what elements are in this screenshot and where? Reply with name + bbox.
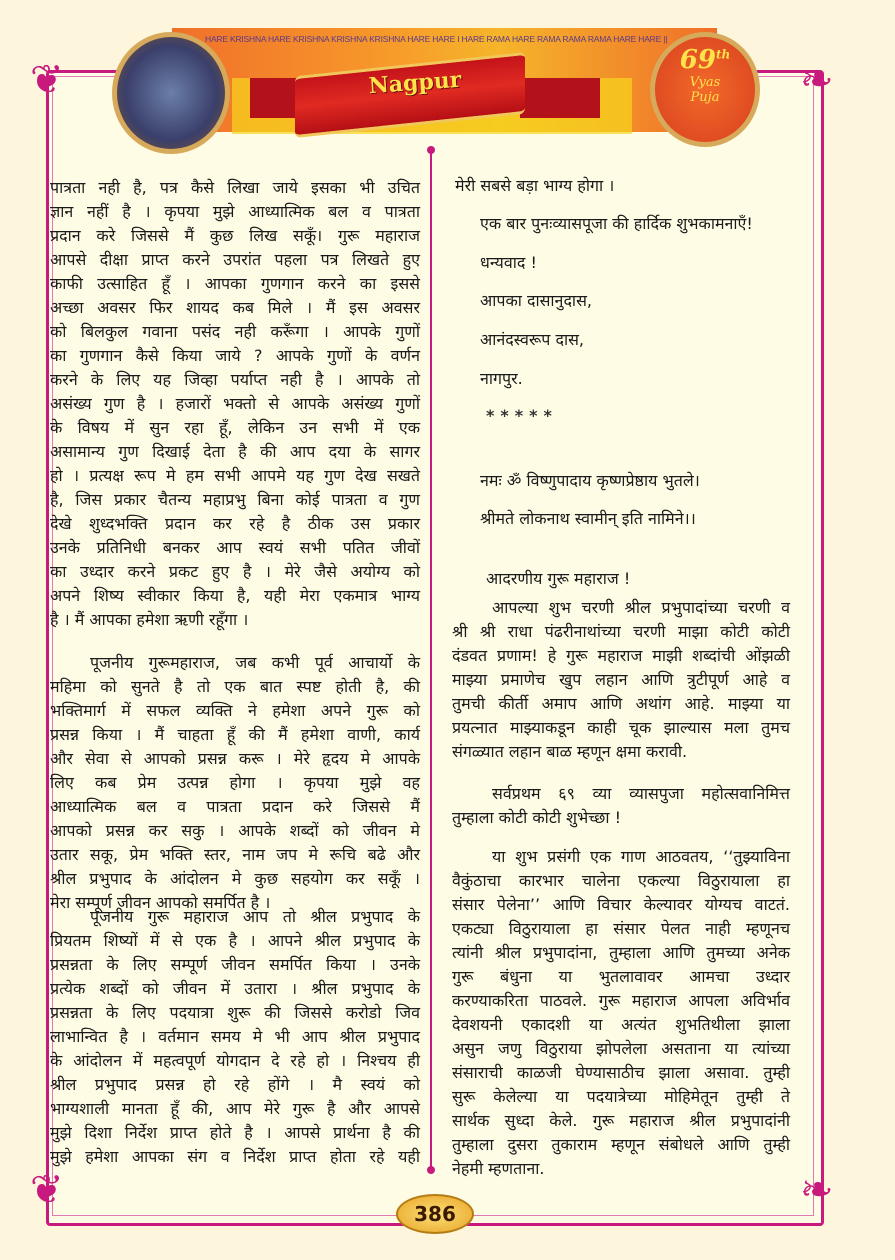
text-line: असंख्य गुण है । हजारों भक्तो से आपके असंख्य गुणों bbox=[50, 394, 420, 413]
vyas-puja-badge bbox=[650, 32, 760, 147]
text-line: हो । प्रत्यक्ष रूप मे हम सभी आपमे यह गुण देख सखते bbox=[50, 466, 420, 485]
text-line: तुम्हाला कोटी कोटी शुभेच्छा ! bbox=[452, 808, 621, 827]
deity-image bbox=[112, 32, 230, 154]
text-line: असुन जणु विठुराया झोपलेला असताना या त्यांच्या bbox=[452, 1039, 790, 1058]
text-line: या शुभ प्रसंगी एक गाण आठवतय, ‘‘तुझ्याविना bbox=[492, 847, 790, 866]
column-divider bbox=[430, 150, 432, 1170]
corner-ornament: ❧ bbox=[800, 57, 834, 103]
mantra-line-2: श्रीमते लोकनाथ स्वामीन् इति नामिने।। bbox=[480, 509, 696, 528]
text-line: लाभान्वित है । वर्तमान समय मे भी आप श्रील प्रभुपाद bbox=[50, 1027, 420, 1046]
badge-suffix: th bbox=[715, 47, 731, 62]
text-line: आपल्या शुभ चरणी श्रील प्रभुपादांच्या चरणी व bbox=[492, 598, 790, 617]
ribbon-tail-right bbox=[520, 78, 600, 118]
text-line: सुरू केलेल्या या पदयात्रेच्या मोहिमेतून तुम्ही ते bbox=[452, 1087, 790, 1106]
text-line: देखे शुध्दभक्ति प्रदान कर रहे है ठीक उस प्रकार bbox=[50, 514, 420, 533]
text-line: प्रसन्नता के लिए पदयात्रा शुरू की जिससे करोडो जिव bbox=[50, 1003, 420, 1022]
text-line: काफी उत्साहित हूँ । आपका गुणगान करने का इससे bbox=[50, 274, 420, 293]
page-number: 386 bbox=[396, 1194, 474, 1234]
header-mantra: HARE KRISHNA HARE KRISHNA KRISHNA KRISHNA HARE HARE I HARE RAMA HARE RAMA RAMA RAMA HARE HARE || bbox=[205, 34, 668, 44]
corner-ornament: ❦ bbox=[30, 1167, 64, 1213]
text-line: महिमा को सुनते है तो एक बात स्पष्ट होती है, की bbox=[50, 677, 420, 696]
text-line: भाग्यशाली मानता हूँ की, आप मेरे गुरू है और आपसे bbox=[50, 1099, 420, 1118]
wishes-line: एक बार पुनःव्यासपूजा की हार्दिक शुभकामनाएँ! bbox=[480, 214, 753, 233]
text-line: तुमची कीर्ती अमाप आणि अथांग आहे. माझ्या या bbox=[452, 694, 790, 713]
text-line: प्रसन्नता के लिए सम्पूर्ण जीवन समर्पित किया । उनके bbox=[50, 955, 420, 974]
mantra-line-1: नमः ॐ विष्णुपादाय कृष्णप्रेष्ठाय भुतले। bbox=[480, 471, 700, 490]
text-line: आध्यात्मिक बल व पात्रता प्रदान करे जिससे मैं bbox=[50, 797, 420, 816]
text-line: करने के लिए यह जिव्हा पर्याप्त नही है । आपके तो bbox=[50, 370, 420, 389]
text-line: अपने शिष्य स्वीकार किया है, यही मेरा एकमात्र भाग्य bbox=[50, 586, 420, 605]
text-line: एकट्या विठुरायाला हा संसार पेलत नाही म्हणूनच bbox=[452, 919, 790, 938]
text-line: प्रियतम शिष्यों में से एक है । आपने श्रील प्रभुपाद के bbox=[50, 931, 420, 950]
salutation: आदरणीय गुरू महाराज ! bbox=[486, 569, 631, 588]
text-line: प्रयत्नात माझ्याकडून काही चूक झाल्यास मला तुमच bbox=[452, 718, 790, 737]
text-line: पूजनीय गुरू महाराज आप तो श्रील प्रभुपाद के bbox=[90, 907, 420, 926]
text-line: मुझे दिशा निर्देश प्राप्त होते है । आपसे प्रार्थना है की bbox=[50, 1123, 420, 1142]
paragraph bbox=[50, 905, 420, 1169]
text-line: सर्वप्रथम ६९ व्या व्यासपुजा महोत्सवानिमित्त bbox=[492, 784, 790, 803]
corner-ornament: ❧ bbox=[800, 1167, 834, 1213]
text-line: श्रील प्रभुपाद के आंदोलन मे कुछ सहयोग कर सकूँ । bbox=[50, 869, 420, 888]
text-line: उनके प्रतिनिधी बनकर आप स्वयं सभी पतित जीवों bbox=[50, 538, 420, 557]
text-line: आपसे दीक्षा प्राप्त करने उपरांत पहला पत्र लिखते हुए bbox=[50, 250, 420, 269]
badge-number-wrap bbox=[655, 45, 755, 75]
text-line: संसार पेलेना’’ आणि विचार केल्यावर योग्यच वाटतं. bbox=[452, 895, 790, 914]
badge-line1: Vyas bbox=[689, 75, 721, 90]
section-separator: ***** bbox=[486, 406, 558, 425]
text-line: माझ्या प्रमाणेच खुप लहान आणि त्रुटीपूर्ण आहे व bbox=[452, 670, 790, 689]
text-line: का उध्दार करने प्रकट हुए है । मेरे जैसे अयोग्य को bbox=[50, 562, 420, 581]
text-line: लिए कब प्रेम उत्पन्न होगा । कृपया मुझे वह bbox=[50, 773, 420, 792]
text-line: को बिलकुल गवाना पसंद नही करूँगा । आपके गुणों bbox=[50, 322, 420, 341]
text-line: संसाराची काळजी घेण्यासाठीच झाला असावा. तुम्ही bbox=[452, 1063, 790, 1082]
text-line: ज्ञान नहीं है । कृपया मुझे आध्यात्मिक बल व पात्रता bbox=[50, 202, 420, 221]
text-line: नेहमी म्हणताना. bbox=[452, 1159, 545, 1178]
text-line: का गुणगान कैसे किया जाये ? आपके गुणों के वर्णन bbox=[50, 346, 420, 365]
text-line: प्रसन्न किया । मैं चाहता हूँ की मैं हमेशा वाणी, कार्य bbox=[50, 725, 420, 744]
text-line: भक्तिमार्ग में सफल व्यक्ति ने हमेशा अपने गुरू को bbox=[50, 701, 420, 720]
paragraph bbox=[50, 651, 420, 915]
paragraph bbox=[452, 596, 790, 764]
text-line: वैकुंठाचा कारभार चालेना एकल्या विठुरायाला हा bbox=[452, 871, 790, 890]
text-line: श्री श्री राधा पंढरीनाथांच्या चरणी माझा कोटी कोटी bbox=[452, 622, 790, 641]
text-line: प्रदान करे जिससे मैं कुछ लिख सकूँ। गुरू महाराज bbox=[50, 226, 420, 245]
thanks-line: धन्यवाद ! bbox=[480, 253, 537, 272]
text-line: असामान्य गुण दिखाई देता है की आप दया के सागर bbox=[50, 442, 420, 461]
text-line: के विषय में सुन रहा हूँ, लेकिन उन सभी में एक bbox=[50, 418, 420, 437]
city-title: Nagpur bbox=[367, 66, 463, 100]
author-name: आनंदस्वरूप दास, bbox=[480, 330, 584, 349]
text-line: आपको प्रसन्न कर सकु । आपके शब्दों को जीवन मे bbox=[50, 821, 420, 840]
text-line: मेरा सम्पूर्ण जीवन आपको समर्पित है । bbox=[50, 893, 271, 912]
text-line: तुम्हाला दुसरा तुकाराम म्हणून संबोधले आणि तुम्ही bbox=[452, 1135, 790, 1154]
author-place: नागपुर. bbox=[480, 369, 523, 388]
text-line: पूजनीय गुरूमहाराज, जब कभी पूर्व आचार्यो के bbox=[90, 653, 420, 672]
text-line: त्यांनी श्रील प्रभुपादांना, तुम्हाला आणि तुमच्या अनेक bbox=[452, 943, 790, 962]
corner-ornament: ❦ bbox=[30, 57, 64, 103]
text-line: है । मैं आपका हमेशा ऋणी रहूँगा । bbox=[50, 610, 249, 629]
paragraph bbox=[50, 176, 420, 632]
text-line: श्रील प्रभुपाद प्रसन्न हो रहे होंगे । मै स्वयं को bbox=[50, 1075, 420, 1094]
badge-number: 69 bbox=[679, 45, 716, 75]
paragraph bbox=[452, 845, 790, 1181]
text-line: प्रत्येक शब्दों को जीवन में उतारा । श्रील प्रभुपाद के bbox=[50, 979, 420, 998]
text-line: है, जिस प्रकार चैतन्य महाप्रभु बिना कोई पात्रता व गुण bbox=[50, 490, 420, 509]
text-line: मुझे हमेशा आपका संग व निर्देश प्राप्त होता रहे यही bbox=[50, 1147, 420, 1166]
text-line: देवशयनी एकादशी या अत्यंत शुभतिथीला झाला bbox=[452, 1015, 790, 1034]
signoff-line: आपका दासानुदास, bbox=[480, 291, 592, 310]
text-line: अच्छा अवसर फिर शायद कब मिले । मैं इस अवसर bbox=[50, 298, 420, 317]
text-line: दंडवत प्रणाम! हे गुरू महाराज माझी शब्दांची ओंझळी bbox=[452, 646, 790, 665]
text-line: गुरू बंधुना या भुतलावावर आमचा उध्दार bbox=[452, 967, 790, 986]
text-line: उतार सकू, प्रेम भक्ति स्तर, नाम जप मे रूचि बढे और bbox=[50, 845, 420, 864]
badge-line2: Puja bbox=[690, 90, 720, 105]
text-line: के आंदोलन में महत्वपूर्ण योगदान दे रहे हो । निश्चय ही bbox=[50, 1051, 420, 1070]
text-line: करण्याकरिता पाठवले. गुरू महाराज आपला अविर्भाव bbox=[452, 991, 790, 1010]
text-line: सार्थक सुध्दा केले. गुरू महाराज श्रील प्रभुपादांनी bbox=[452, 1111, 790, 1130]
paragraph bbox=[452, 782, 790, 830]
text-line: और सेवा से आपको प्रसन्न करू । मेरे हृदय मे आपके bbox=[50, 749, 420, 768]
continuation-line: मेरी सबसे बड़ा भाग्य होगा । bbox=[455, 176, 615, 195]
text-line: पात्रता नही है, पत्र कैसे लिखा जाये इसका भी उचित bbox=[50, 178, 420, 197]
text-line: संगळ्यात लहान बाळ म्हणून क्षमा करावी. bbox=[452, 742, 688, 761]
